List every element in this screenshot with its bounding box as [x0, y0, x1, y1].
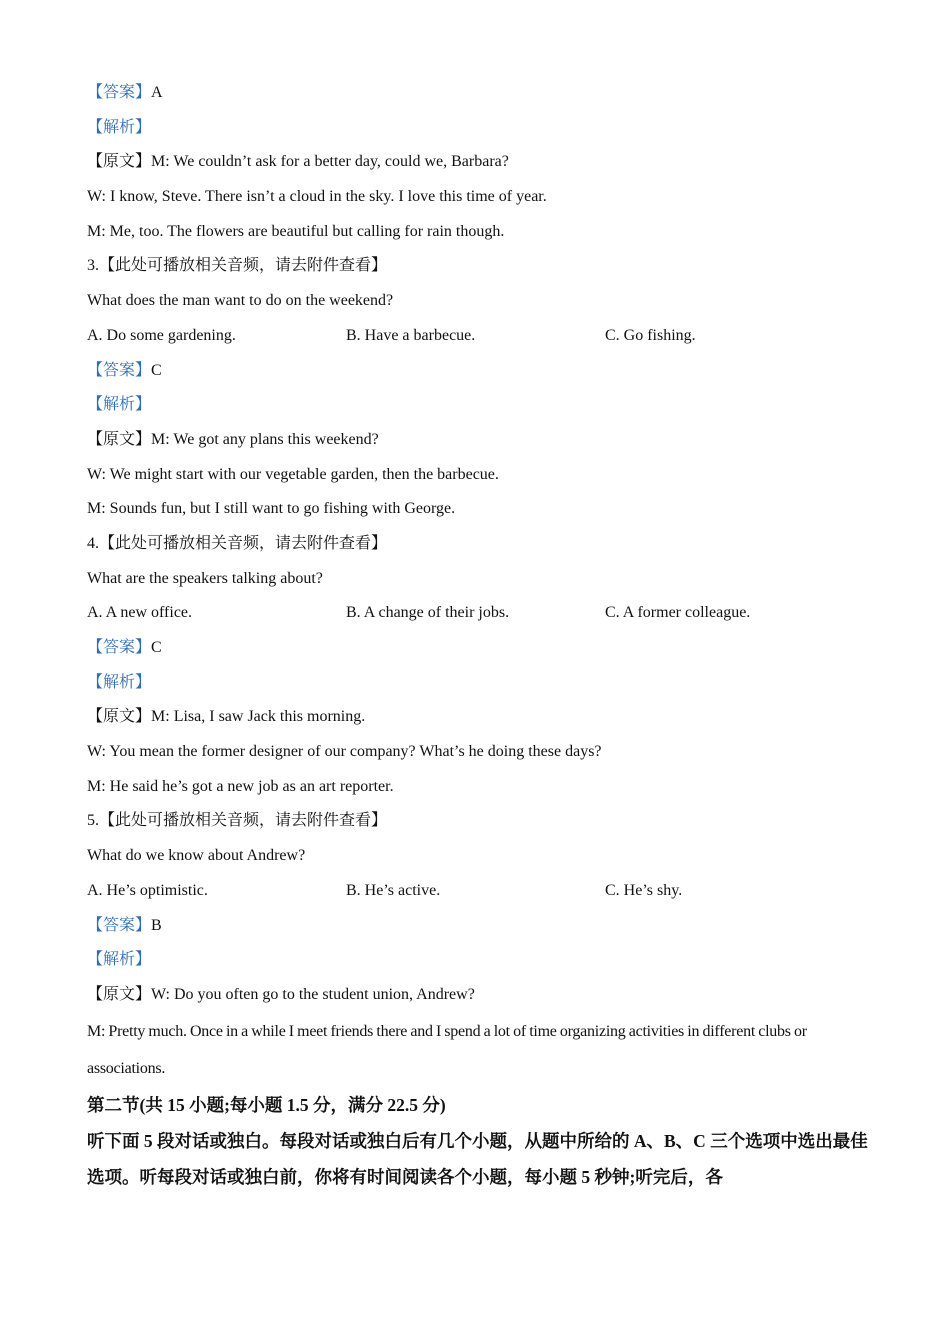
section2-heading: 第二节(共 15 小题;每小题 1.5 分，满分 22.5 分): [87, 1094, 446, 1115]
q4-option-c: C. A former colleague.: [605, 604, 751, 622]
q4-transcript-line-3: M: He said he’s got a new job as an art reporter.: [87, 777, 394, 795]
analysis-label: 【解析】: [87, 396, 152, 414]
q5-transcript-line-2: M: Pretty much. Once in a while I meet friends there and I spend a lot of time organizing activities in different clubs or associations.: [87, 1022, 807, 1077]
q4-option-a: A. A new office.: [87, 604, 193, 622]
q5-analysis-line: [87, 943, 877, 978]
q4-question: What are the speakers talking about?: [87, 569, 323, 587]
audio-placeholder[interactable]: 【此处可播放相关音频，请去附件查看】: [99, 257, 388, 275]
q5-answer: B: [151, 916, 162, 934]
transcript-label: 【原文】: [87, 985, 152, 1003]
q4-number: 4.: [87, 534, 99, 552]
answer-label: 【答案】: [87, 84, 152, 101]
q3-option-c: C. Go fishing.: [605, 326, 696, 344]
q3-analysis-line: [87, 388, 877, 423]
q3-options: [87, 319, 877, 354]
q4-answer: C: [151, 639, 162, 656]
q4-transcript-line-2: W: You mean the former designer of our company? What’s he doing these days?: [87, 743, 602, 761]
q3-answer: C: [151, 361, 162, 379]
audio-placeholder[interactable]: 【此处可播放相关音频，请去附件查看】: [99, 534, 388, 552]
q2-answer: A: [151, 84, 163, 101]
q5-option-c: C. He’s shy.: [605, 881, 683, 899]
q5-transcript-line-1: 【原文】W: Do you often go to the student union, Andrew?: [87, 985, 475, 1003]
q3-transcript-line-2: W: We might start with our vegetable garden, then the barbecue.: [87, 465, 499, 483]
q3-option-a: A. Do some gardening.: [87, 326, 236, 344]
q4-options: [87, 596, 877, 631]
q3-audio-line: [87, 249, 877, 284]
q2-transcript-line-1: 【原文】M: We couldn’t ask for a better day, could we, Barbara?: [87, 153, 509, 171]
document-page: [87, 76, 877, 1195]
q4-answer-line: [87, 631, 877, 666]
analysis-label: 【解析】: [87, 118, 152, 136]
q3-transcript-line-3: M: Sounds fun, but I still want to go fishing with George.: [87, 500, 456, 518]
q5-audio-line: [87, 804, 877, 839]
q4-analysis-line: [87, 666, 877, 701]
q5-question: What do we know about Andrew?: [87, 847, 306, 865]
q3-number: 3.: [87, 257, 99, 275]
transcript-label: 【原文】: [87, 153, 152, 171]
analysis-label: 【解析】: [87, 673, 152, 691]
q5-options: [87, 874, 877, 909]
q4-transcript-line-1: 【原文】M: Lisa, I saw Jack this morning.: [87, 708, 366, 726]
q2-transcript-line-2: W: I know, Steve. There isn’t a cloud in the sky. I love this time of year.: [87, 188, 547, 206]
analysis-label: 【解析】: [87, 951, 152, 969]
q4-option-b: B. A change of their jobs.: [346, 604, 510, 622]
answer-label: 【答案】: [87, 361, 152, 379]
q3-answer-line: [87, 354, 877, 389]
q2-answer-line: [87, 76, 877, 111]
q3-transcript-line-1: 【原文】M: We got any plans this weekend?: [87, 430, 379, 448]
transcript-label: 【原文】: [87, 708, 152, 726]
section2-instructions: 听下面 5 段对话或独白。每段对话或独白后有几个小题，从题中所给的 A、B、C 三个选项中选出最佳选项。听每段对话或独白前，你将有时间阅读各个小题，每小题 5 秒钟;听完后，各: [87, 1130, 868, 1187]
q2-analysis-line: [87, 111, 877, 146]
transcript-label: 【原文】: [87, 430, 152, 448]
q3-question: What does the man want to do on the weekend?: [87, 292, 394, 310]
answer-label: 【答案】: [87, 639, 152, 656]
answer-label: 【答案】: [87, 916, 152, 934]
q2-transcript-line-3: M: Me, too. The flowers are beautiful but calling for rain though.: [87, 222, 505, 240]
q5-option-a: A. He’s optimistic.: [87, 881, 208, 899]
q5-number: 5.: [87, 812, 99, 830]
audio-placeholder[interactable]: 【此处可播放相关音频，请去附件查看】: [99, 812, 388, 830]
q3-option-b: B. Have a barbecue.: [346, 326, 476, 344]
q5-option-b: B. He’s active.: [346, 881, 441, 899]
q5-answer-line: [87, 909, 877, 944]
q4-audio-line: [87, 527, 877, 562]
